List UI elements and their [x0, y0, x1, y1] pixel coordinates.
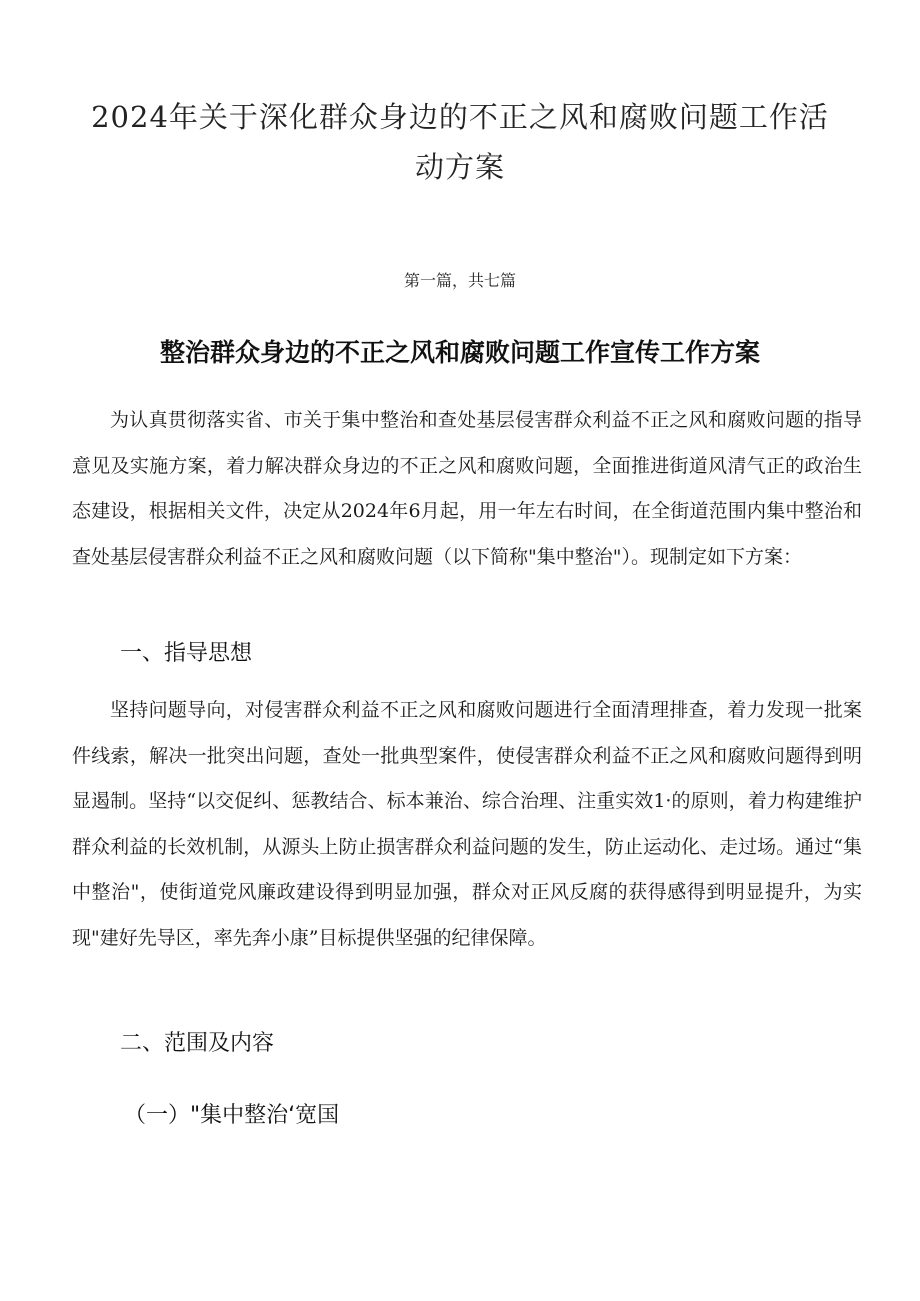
intro-paragraph: 为认真贯彻落实省、市关于集中整治和查处基层侵害群众利益不正之风和腐败问题的指导意见及实施方案，着力解决群众身边的不正之风和腐败问题，全面推进街道风清气正的政治生态建设，根据相关文件，决定从2024年6月起，用一年左右时间，在全街道范围内集中整治和查处基层侵害群众利益不正之风和腐败问题（以下简称"集中整治"）。现制定如下方案： — [72, 409, 862, 568]
document-title: 2024年关于深化群众身边的不正之风和腐败问题工作活动方案 — [91, 100, 829, 184]
heading-guiding-thought: 一、指导思想 — [120, 641, 253, 666]
section-title: 整治群众身边的不正之风和腐败问题工作宣传工作方案 — [159, 338, 760, 367]
heading-scope-content: 二、范围及内容 — [120, 1031, 275, 1056]
guiding-paragraph: 坚持问题导向，对侵害群众利益不正之风和腐败问题进行全面清理排查，着力发现一批案件线索，解决一批突出问题，查处一批典型案件，使侵害群众利益不正之风和腐败问题得到明显遏制。坚持“以交促纠、惩教结合、标本兼治、综合治理、注重实效1·的原则，着力构建维护群众利益的长效机制，从源头上防止损害群众利益问题的发生，防止运动化、走过场。通过“集中整治"，使街道党风廉政建设得到明显加强，群众对正风反腐的获得感得到明显提升，为实现"建好先导区，率先奔小康”目标提供坚强的纪律保障。 — [72, 699, 862, 949]
subheading-scope: （一）"集中整治‘宽国 — [124, 1103, 340, 1128]
document-subtitle: 第一篇，共七篇 — [403, 271, 516, 290]
